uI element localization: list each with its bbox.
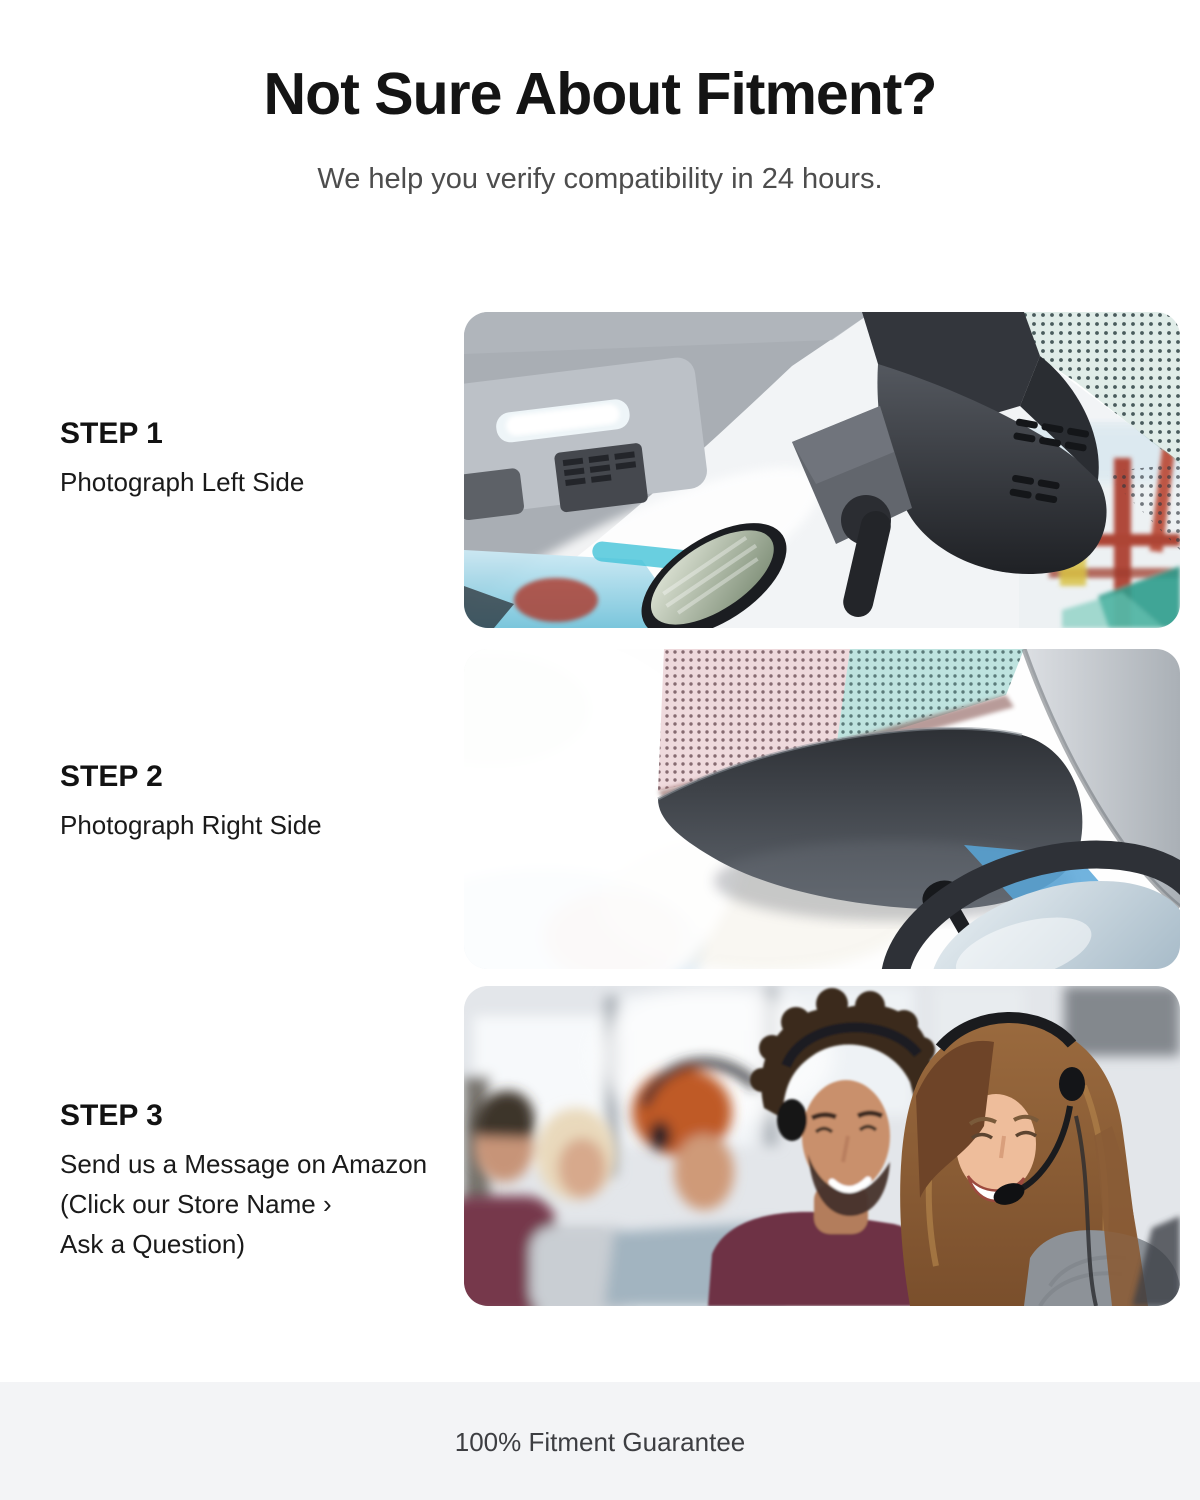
step-3-heading: STEP 3 bbox=[60, 1099, 163, 1132]
step-3-description-line-3: Ask a Question) bbox=[60, 1229, 245, 1259]
step-2-description: Photograph Right Side bbox=[60, 810, 322, 840]
step-1-photo bbox=[464, 312, 1180, 628]
page-title: Not Sure About Fitment? bbox=[263, 61, 937, 127]
step-2-photo bbox=[464, 649, 1180, 969]
step-2-heading: STEP 2 bbox=[60, 760, 163, 793]
fitment-guarantee-text: 100% Fitment Guarantee bbox=[454, 1427, 746, 1457]
step-3-photo bbox=[464, 986, 1180, 1306]
step-3-description-line-2: (Click our Store Name › bbox=[60, 1189, 332, 1219]
footer-band bbox=[0, 1382, 1200, 1500]
step-3-label-block bbox=[60, 1100, 440, 1264]
step-2-label-block bbox=[60, 761, 440, 845]
car-ceiling-left-photo-illustration bbox=[464, 312, 1180, 628]
support-team-photo-illustration bbox=[464, 986, 1180, 1306]
step-1-heading: STEP 1 bbox=[60, 417, 163, 450]
page-subtitle: We help you verify compatibility in 24 hours. bbox=[317, 163, 883, 195]
step-1-label-block bbox=[60, 418, 440, 502]
step-3-description-line-1: Send us a Message on Amazon bbox=[60, 1149, 428, 1179]
step-1-description: Photograph Left Side bbox=[60, 467, 305, 497]
car-ceiling-right-photo-illustration bbox=[464, 649, 1180, 969]
